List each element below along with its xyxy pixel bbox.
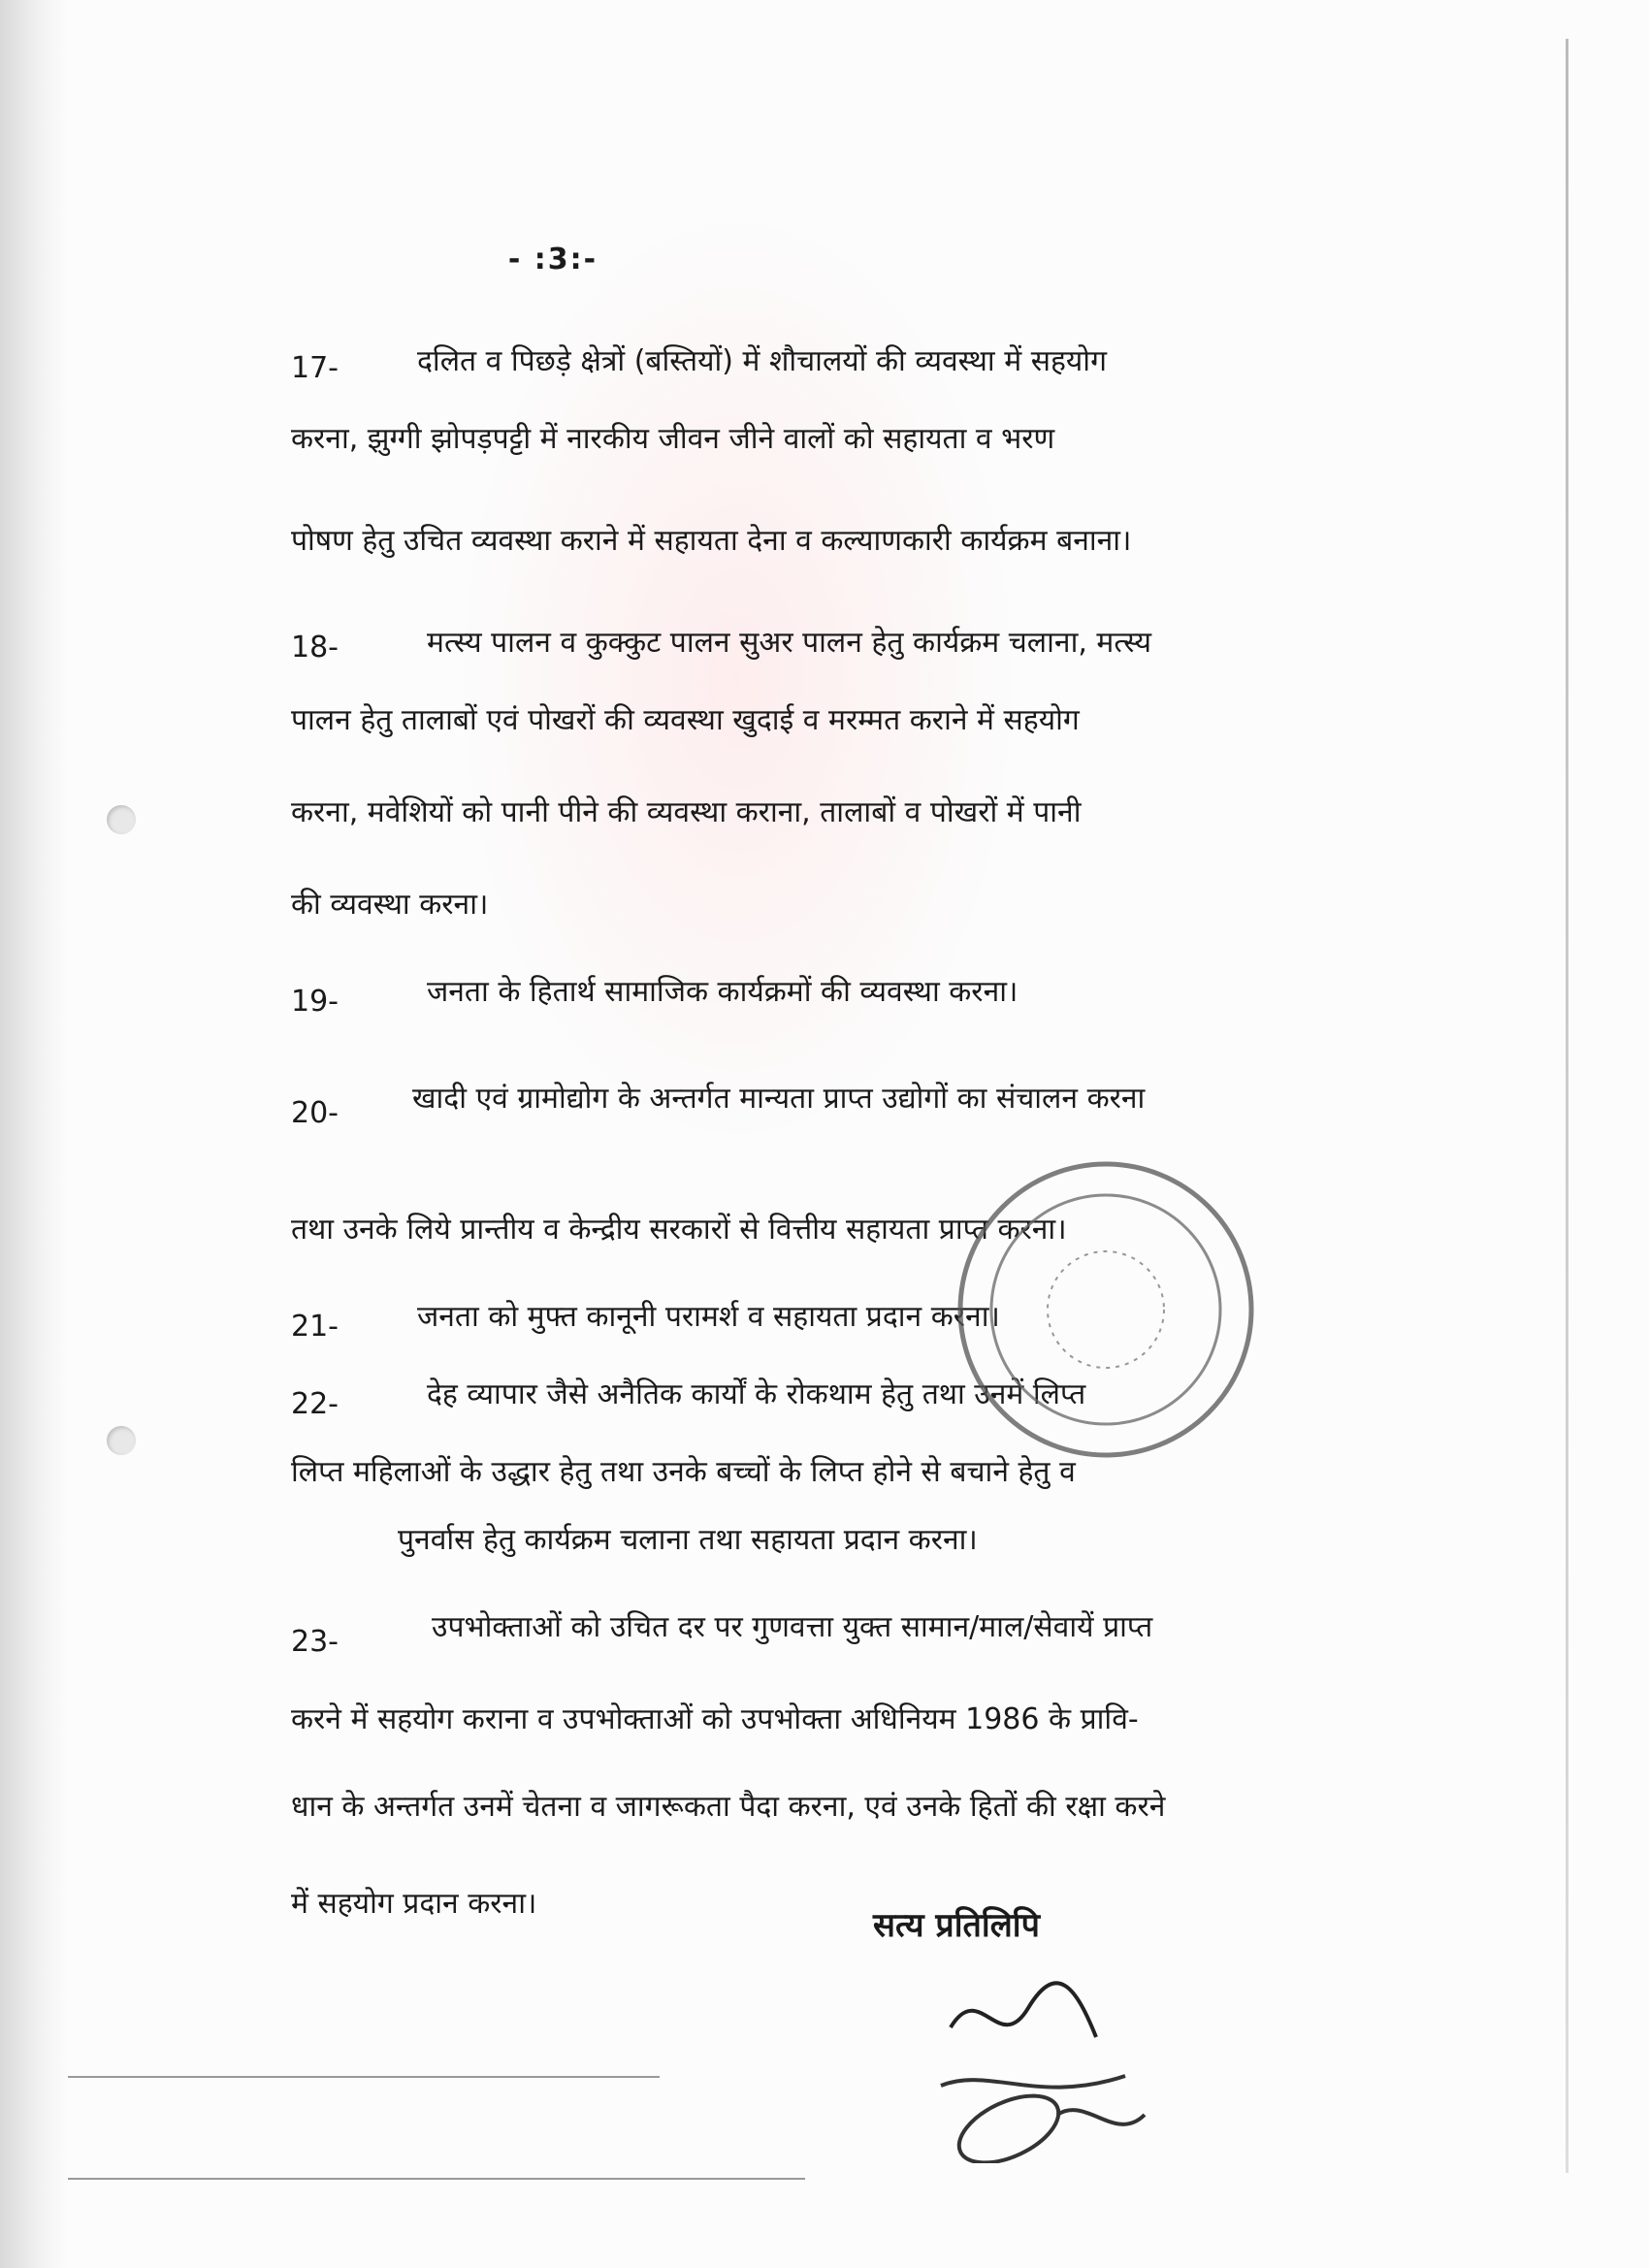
item-line: खादी एवं ग्रामोद्योग के अन्तर्गत मान्यता प्राप्त उद्योगों का संचालन करना — [412, 1082, 1146, 1116]
item-line: मत्स्य पालन व कुक्कुट पालन सुअर पालन हेतु कार्यक्रम चलाना, मत्स्य — [427, 626, 1152, 660]
item-line: लिप्त महिलाओं के उद्धार हेतु तथा उनके बच्चों के लिप्त होने से बचाने हेतु व — [291, 1455, 1076, 1489]
attested-copy-label: सत्य प्रतिलिपि — [873, 1906, 1040, 1945]
item-number: 19- — [291, 985, 339, 1019]
item-line: पुनर्वास हेतु कार्यक्रम चलाना तथा सहायता प्रदान करना। — [398, 1523, 978, 1557]
page-edge-shadow — [0, 0, 68, 2268]
footer-rule — [68, 2178, 805, 2180]
signature — [931, 1969, 1164, 2163]
punch-hole — [107, 1426, 136, 1455]
item-line: जनता को मुफ्त कानूनी परामर्श व सहायता प्रदान करना। — [417, 1300, 1000, 1334]
item-line: धान के अन्तर्गत उनमें चेतना व जागरूकता पैदा करना, एवं उनके हितों की रक्षा करने — [291, 1790, 1166, 1824]
punch-hole — [107, 805, 136, 834]
item-line: उपभोक्ताओं को उचित दर पर गुणवत्ता युक्त सामान/माल/सेवायें प्राप्त — [432, 1610, 1153, 1644]
item-line: पालन हेतु तालाबों एवं पोखरों की व्यवस्था खुदाई व मरम्मत कराने में सहयोग — [291, 703, 1080, 737]
page-number: - :3:- — [507, 243, 598, 276]
item-number: 20- — [291, 1096, 339, 1130]
page-edge-line — [1566, 39, 1568, 2173]
seal-stamp — [951, 1154, 1261, 1465]
item-line: करना, मवेशियों को पानी पीने की व्यवस्था कराना, तालाबों व पोखरों में पानी — [291, 795, 1082, 829]
item-line: करना, झुग्गी झोपड़पट्टी में नारकीय जीवन जीने वालों को सहायता व भरण — [291, 422, 1055, 456]
item-line: तथा उनके लिये प्रान्तीय व केन्द्रीय सरकारों से वित्तीय सहायता प्राप्त करना। — [291, 1213, 1067, 1247]
item-line: करने में सहयोग कराना व उपभोक्ताओं को उपभोक्ता अधिनियम 1986 के प्रावि- — [291, 1702, 1139, 1736]
item-line: में सहयोग प्रदान करना। — [291, 1887, 537, 1921]
item-number: 23- — [291, 1625, 339, 1659]
footer-rule — [68, 2076, 660, 2078]
item-line: की व्यवस्था करना। — [291, 888, 489, 922]
item-line: दलित व पिछड़े क्षेत्रों (बस्तियों) में शौचालयों की व्यवस्था में सहयोग — [417, 344, 1107, 378]
item-line: पोषण हेतु उचित व्यवस्था कराने में सहायता देना व कल्याणकारी कार्यक्रम बनाना। — [291, 524, 1132, 558]
item-number: 18- — [291, 631, 339, 664]
item-line: देह व्यापार जैसे अनैतिक कार्यों के रोकथाम हेतु तथा उनमें लिप्त — [427, 1377, 1086, 1411]
item-number: 17- — [291, 351, 339, 385]
item-number: 22- — [291, 1387, 339, 1421]
item-number: 21- — [291, 1310, 339, 1344]
item-line: जनता के हितार्थ सामाजिक कार्यक्रमों की व्यवस्था करना। — [427, 975, 1018, 1009]
